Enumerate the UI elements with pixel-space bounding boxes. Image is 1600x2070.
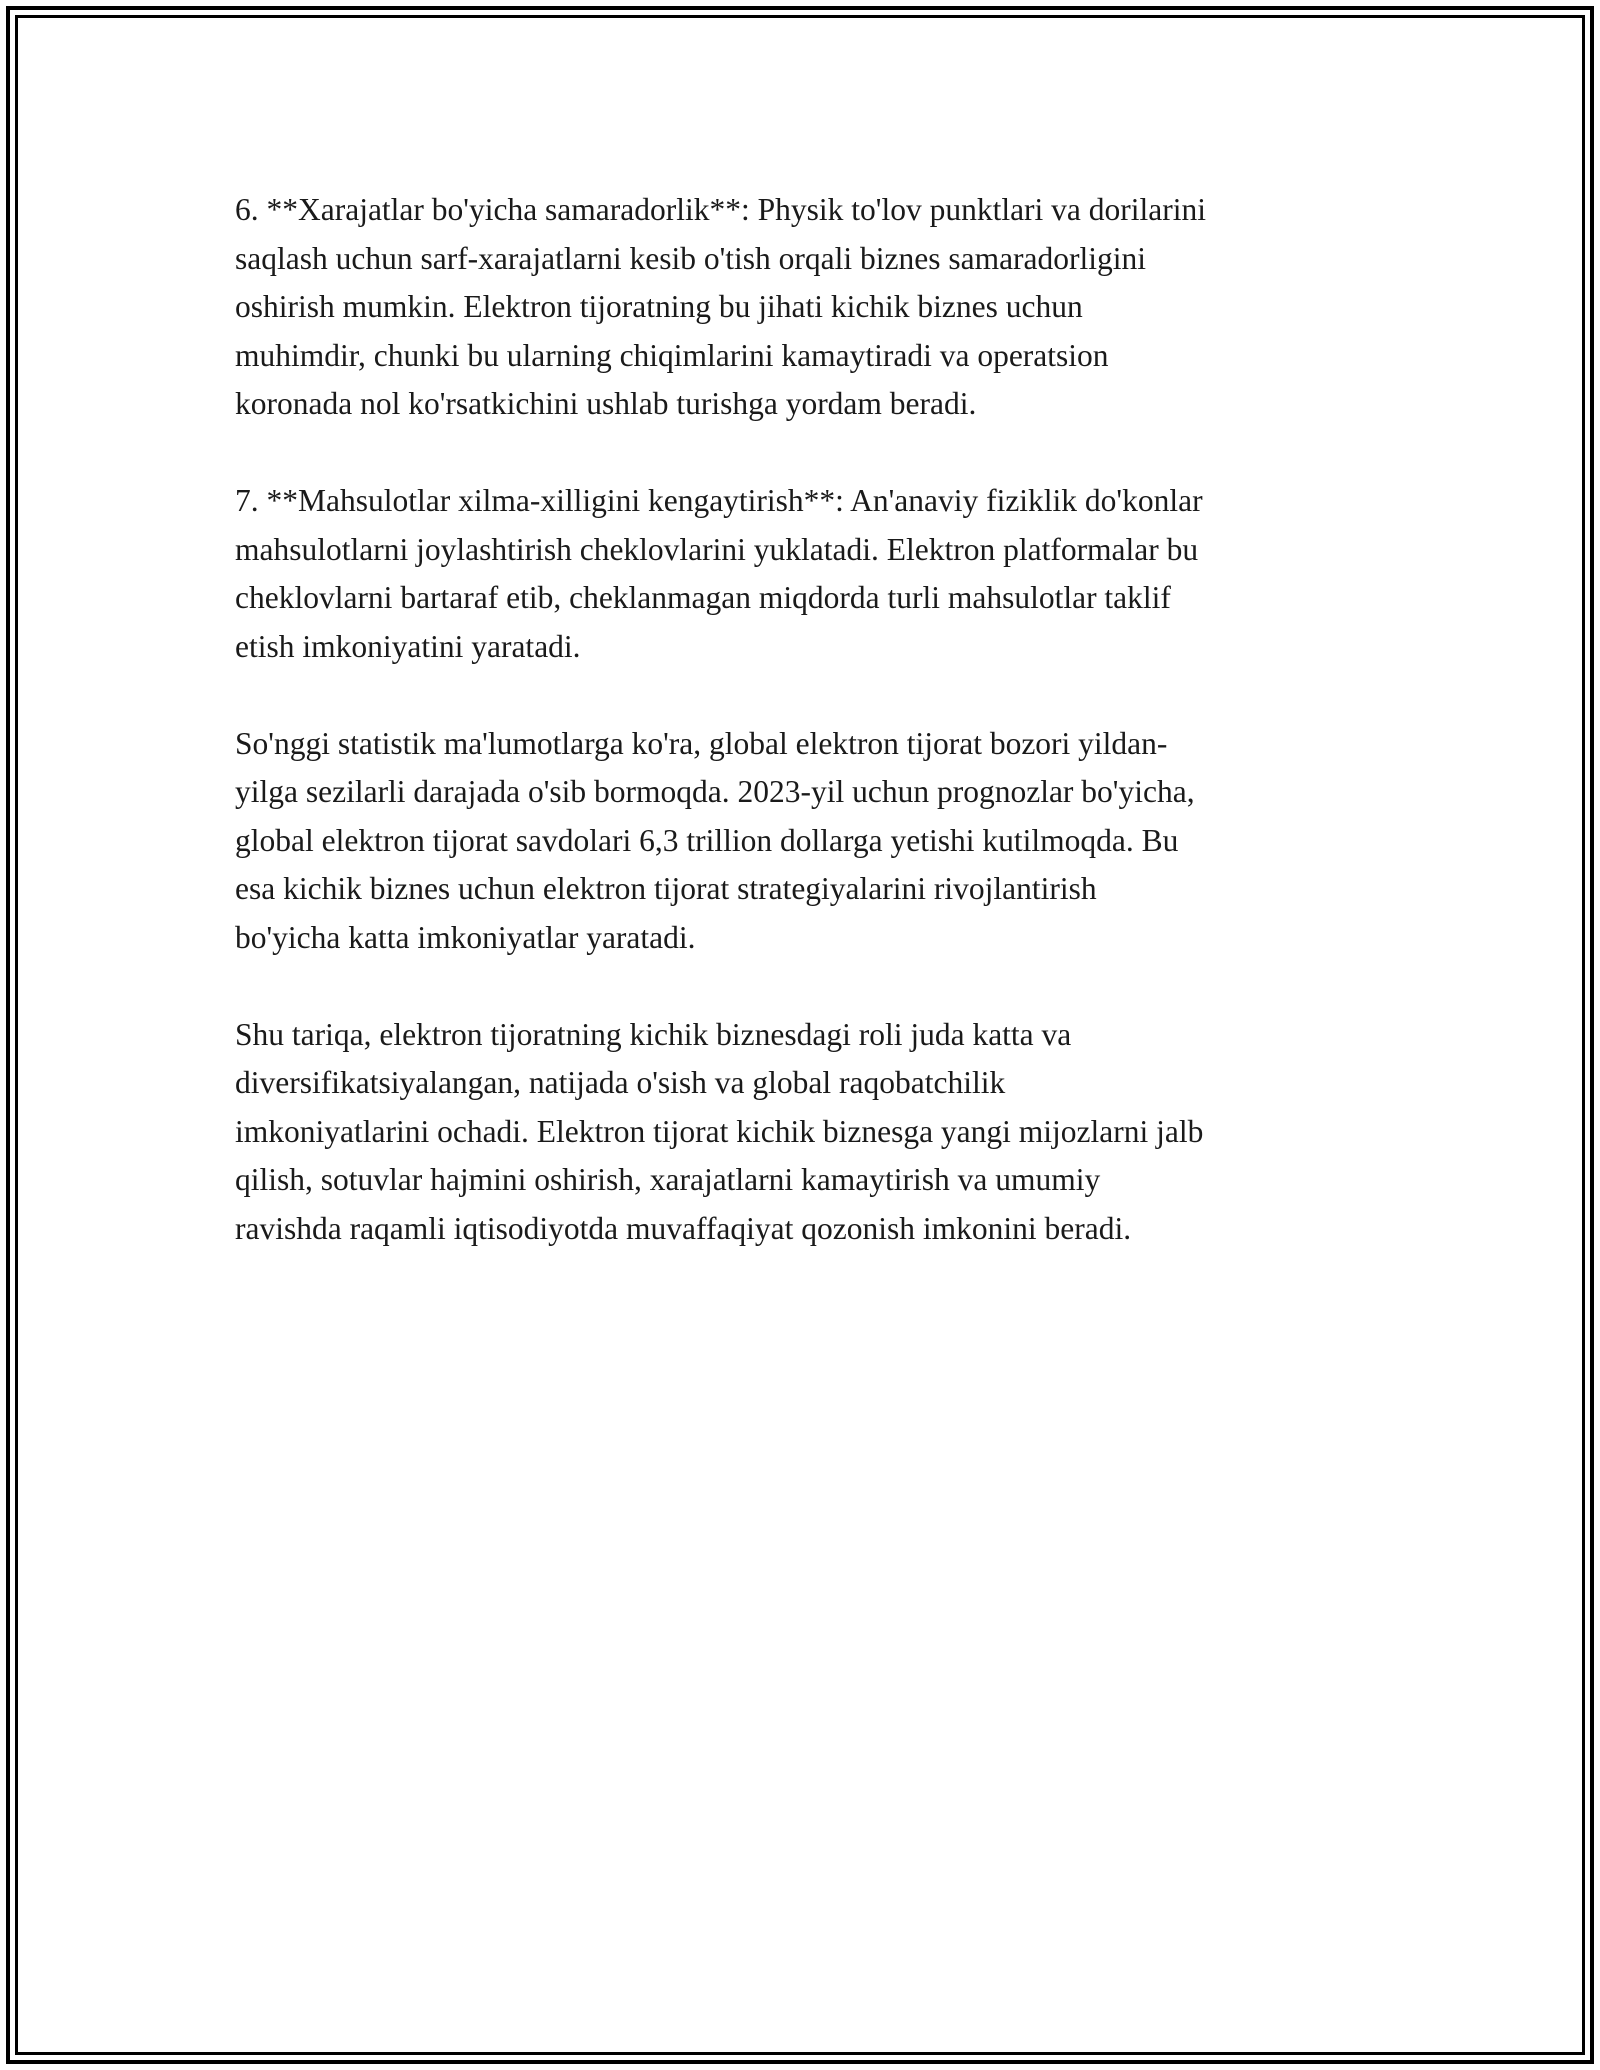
text-line: bo'yicha katta imkoniyatlar yaratadi. bbox=[235, 919, 696, 955]
paragraph-product-diversity bbox=[235, 477, 1385, 671]
text-line: global elektron tijorat savdolari 6,3 trillion dollarga yetishi kutilmoqda. Bu bbox=[235, 822, 1179, 858]
text-line: Shu tariqa, elektron tijoratning kichik biznesdagi roli juda katta va bbox=[235, 1016, 1072, 1052]
text-line: esa kichik biznes uchun elektron tijorat strategiyalarini rivojlantirish bbox=[235, 871, 1097, 906]
text-line: koronada nol ko'rsatkichini ushlab turishga yordam beradi. bbox=[235, 386, 977, 421]
text-line: oshirish mumkin. Elektron tijoratning bu jihati kichik biznes uchun bbox=[235, 289, 1083, 324]
text-line: imkoniyatlarini ochadi. Elektron tijorat kichik biznesga yangi mijozlarni jalb bbox=[235, 1113, 1204, 1149]
paragraph-cost-efficiency bbox=[235, 186, 1385, 429]
text-line: yilga sezilarli darajada o'sib bormoqda. 2023-yil uchun prognozlar bo'yicha, bbox=[235, 774, 1195, 809]
document-body bbox=[235, 186, 1385, 1302]
text-line: 6. **Xarajatlar bo'yicha samaradorlik**: Physik to'lov punktlari va dorilarini bbox=[235, 192, 1206, 227]
text-line: 7. **Mahsulotlar xilma-xilligini kengaytirish**: An'anaviy fiziklik do'konlar bbox=[235, 483, 1203, 518]
text-line: So'nggi statistik ma'lumotlarga ko'ra, global elektron tijorat bozori yildan- bbox=[235, 725, 1168, 761]
text-line: saqlash uchun sarf-xarajatlarni kesib o'tish orqali biznes samaradorligini bbox=[235, 240, 1147, 276]
text-line: mahsulotlarni joylashtirish cheklovlarini yuklatadi. Elektron platformalar bu bbox=[235, 531, 1199, 567]
text-line: etish imkoniyatini yaratadi. bbox=[235, 628, 581, 664]
text-line: diversifikatsiyalangan, natijada o'sish va global raqobatchilik bbox=[235, 1065, 1006, 1100]
text-line: ravishda raqamli iqtisodiyotda muvaffaqiyat qozonish imkonini beradi. bbox=[235, 1210, 1132, 1246]
paragraph-conclusion bbox=[235, 1011, 1385, 1254]
text-line: cheklovlarni bartaraf etib, cheklanmagan miqdorda turli mahsulotlar taklif bbox=[235, 580, 1171, 615]
paragraph-statistics bbox=[235, 720, 1385, 963]
text-line: qilish, sotuvlar hajmini oshirish, xarajatlarni kamaytirish va umumiy bbox=[235, 1162, 1101, 1197]
text-line: muhimdir, chunki bu ularning chiqimlarini kamaytiradi va operatsion bbox=[235, 337, 1109, 373]
